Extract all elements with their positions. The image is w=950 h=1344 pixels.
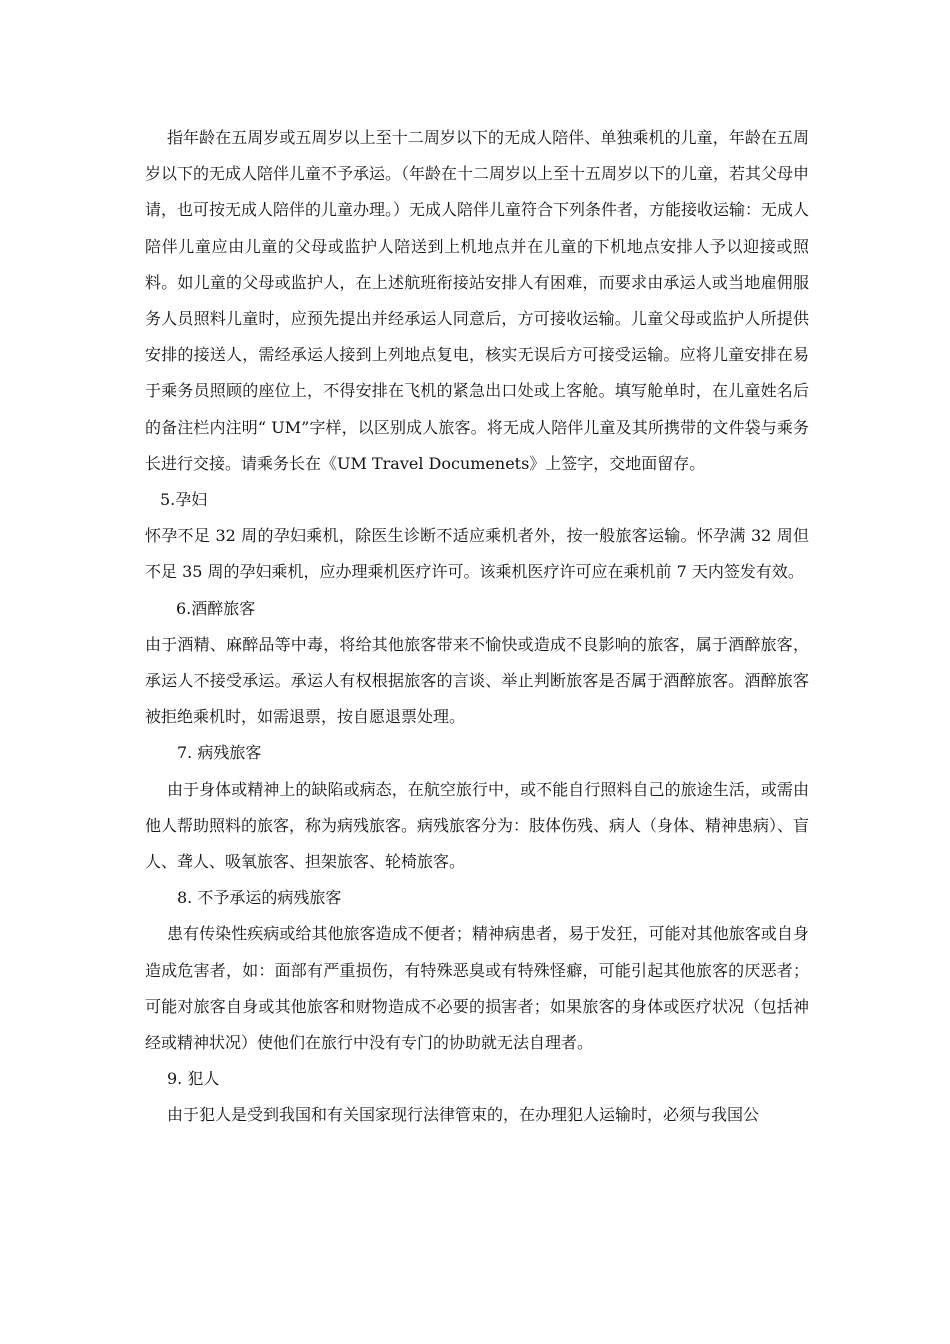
section-heading-intoxicated: 6.酒醉旅客 (176, 598, 256, 618)
refused-disabled-paragraph: 患有传染性疾病或给其他旅客造成不便者；精神病患者，易于发狂，可能对其他旅客或自身造成危害者，如：面部有严重损伤，有特殊恶臭或有特殊怪癖，可能引起其他旅客的厌恶者；可能对旅客自身或其他旅客和财物造成不必要的损害者；如果旅客的身体或医疗状况（包括神经或精神状况）使他们在旅行中没有专门的协助就无法自理者。 (145, 924, 809, 1053)
section-heading-refused-disabled: 8. 不予承运的病残旅客 (177, 888, 342, 908)
section-heading-pregnant: 5.孕妇 (160, 490, 208, 510)
section-heading-prisoner: 9. 犯人 (167, 1069, 220, 1089)
pregnant-paragraph: 怀孕不足 32 周的孕妇乘机，除医生诊断不适应乘机者外，按一般旅客运输。怀孕满 32 周但不足 35 周的孕妇乘机，应办理乘机医疗许可。该乘机医疗许可应在乘机前 7 天内签发有效。 (145, 526, 809, 582)
section-heading-disabled: 7. 病残旅客 (177, 743, 262, 763)
unaccompanied-minor-paragraph: 指年龄在五周岁或五周岁以上至十二周岁以下的无成人陪伴、单独乘机的儿童，年龄在五周岁以下的无成人陪伴儿童不予承运。（年龄在十二周岁以上至十五周岁以下的儿童，若其父母申请，也可按无成人陪伴的儿童办理。）无成人陪伴儿童符合下列条件者，方能接收运输：无成人陪伴儿童应由儿童的父母或监护人陪送到上机地点并在儿童的下机地点安排人予以迎接或照料。如儿童的父母或监护人，在上述航班衔接站安排人有困难，而要求由承运人或当地雇佣服务人员照料儿童时，应预先提出并经承运人同意后，方可接收运输。儿童父母或监护人所提供安排的接送人，需经承运人接到上列地点复电，核实无误后方可接受运输。应将儿童安排在易于乘务员照顾的座位上，不得安排在飞机的紧急出口处或上客舱。填写舱单时，在儿童姓名后的备注栏内注明“ UM”字样，以区别成人旅客。将无成人陪伴儿童及其所携带的文件袋与乘务长进行交接。请乘务长在《UM Travel Documenets》上签字，交地面留存。 (145, 128, 810, 473)
document-body (145, 120, 809, 1134)
disabled-paragraph: 由于身体或精神上的缺陷或病态，在航空旅行中，或不能自行照料自己的旅途生活，或需由他人帮助照料的旅客，称为病残旅客。病残旅客分为：肢体伤残、病人（身体、精神患病）、盲人、聋人、吸氧旅客、担架旅客、轮椅旅客。 (145, 779, 810, 872)
intoxicated-paragraph: 由于酒精、麻醉品等中毒，将给其他旅客带来不愉快或造成不良影响的旅客，属于酒醉旅客，承运人不接受承运。承运人有权根据旅客的言谈、举止判断旅客是否属于酒醉旅客。酒醉旅客被拒绝乘机时，如需退票，按自愿退票处理。 (145, 634, 809, 727)
prisoner-paragraph: 由于犯人是受到我国和有关国家现行法律管束的，在办理犯人运输时，必须与我国公 (167, 1105, 760, 1125)
